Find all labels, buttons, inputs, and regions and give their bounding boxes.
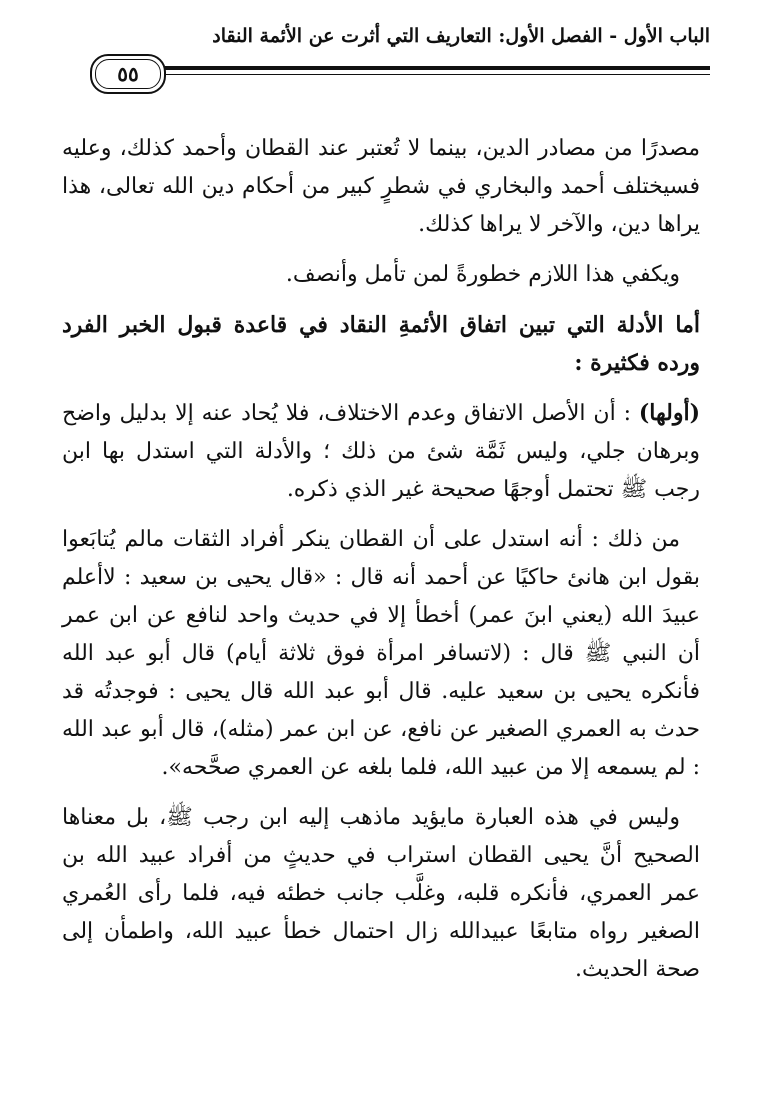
paragraph-2: ويكفي هذا اللازم خطورةً لمن تأمل وأنصف. xyxy=(285,262,680,287)
header-rule-thin xyxy=(165,74,710,75)
page-header xyxy=(60,22,710,102)
page-body xyxy=(62,130,700,1001)
header-rule-thick xyxy=(165,66,710,70)
paragraph-4-text: : أن الأصل الاتفاق وعدم الاختلاف، فلا يُحاد عنه إلا بدليل واضح وبرهان جلي، وليس ثَمَّة شئ من ذلك ؛ والأدلة التي استدل بها ابن رجب ﷺ تحتمل أوجهًا صحيحة غير الذي ذكره. xyxy=(62,401,700,502)
paragraph-1: مصدرًا من مصادر الدين، بينما لا تُعتبر عند القطان وأحمد كذلك، وعليه فسيختلف أحمد والبخاري في شطرٍ كبير من أحكام دين الله تعالى، هذا يراها دين، والآخر لا يراها كذلك. xyxy=(62,136,700,237)
paragraph-4-lead: (أولها) xyxy=(638,400,700,426)
page-number-frame xyxy=(90,54,166,94)
paragraph-6: وليس في هذه العبارة مايؤيد ماذهب إليه ابن رجب ﷺ، بل معناها الصحيح أنَّ يحيى القطان استراب في حديثٍ من أفراد عبيد الله بن عمر العمري، فأنكره قلبه، وغلَّب جانب خطئه فيه، فلما رأى العُمري الصغير رواه متابعًا عبيدالله زال احتمال خطأ عبيد الله، واطمأن إلى صحة الحديث. xyxy=(62,805,700,982)
section-heading: أما الأدلة التي تبين اتفاق الأئمةِ النقاد في قاعدة قبول الخبر الفرد ورده فكثيرة : xyxy=(62,312,700,376)
running-title: الباب الأول - الفصل الأول: التعاريف التي أثرت عن الأئمة النقاد xyxy=(212,25,710,47)
page-number: ٥٥ xyxy=(117,62,139,86)
paragraph-4 xyxy=(62,394,700,509)
paragraph-5: من ذلك : أنه استدل على أن القطان ينكر أفراد الثقات مالم يُتابَعوا بقول ابن هانئ حاكيًا عن أحمد أنه قال : «قال يحيى بن سعيد : لاأعلم عبيدَ الله (يعني ابنَ عمر) أخطأ إلا في حديث واحد لنافع عن ابن عمر أن النبي ﷺ قال : (لاتسافر امرأة فوق ثلاثة أيام) قال أبو عبد الله فأنكره يحيى بن سعيد عليه. قال أبو عبد الله قال يحيى : فوجدتُه قد حدث به العمري الصغير عن نافع، عن ابن عمر (مثله)، قال أبو عبد الله : لم يسمعه إلا من عبيد الله، فلما بلغه عن العمري صحَّحه». xyxy=(62,527,700,780)
